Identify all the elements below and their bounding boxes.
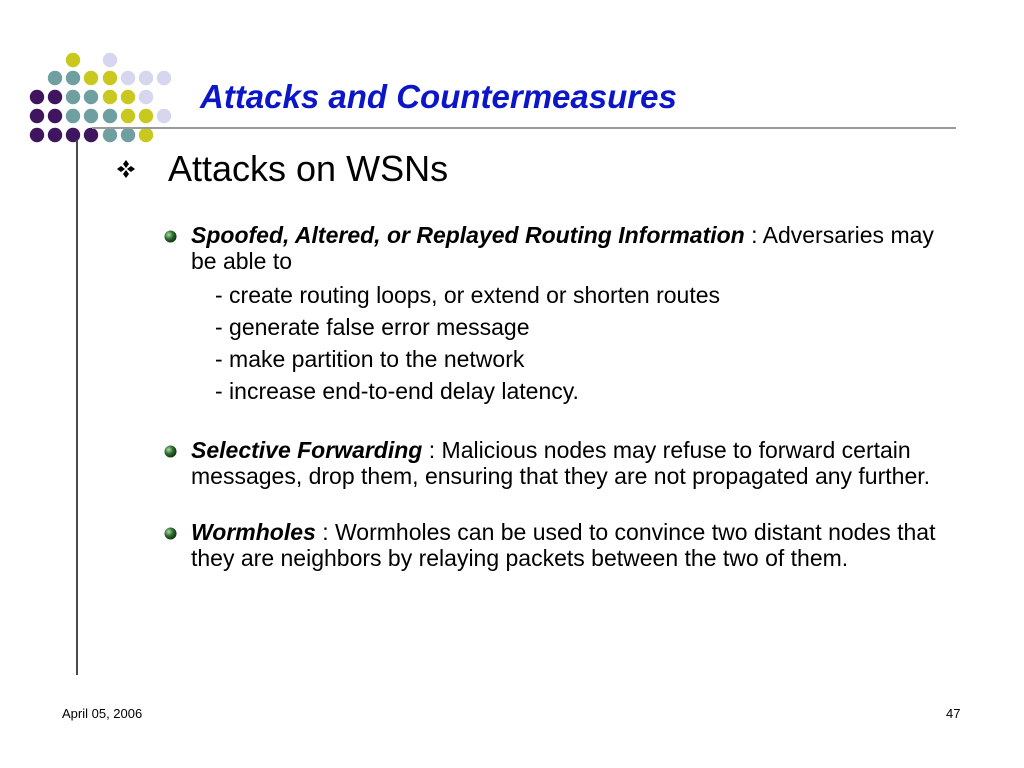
decorative-dot xyxy=(121,90,135,104)
decorative-dot xyxy=(157,109,171,123)
bullet-separator: : xyxy=(744,222,763,248)
decorative-dot xyxy=(139,109,153,123)
green-ball-icon xyxy=(164,445,177,458)
decorative-dot xyxy=(66,71,80,85)
decorative-dot xyxy=(139,128,153,142)
green-ball-icon xyxy=(164,230,177,243)
section-heading: Attacks on WSNs xyxy=(168,148,449,189)
decorative-dot xyxy=(103,128,117,142)
decorative-dot xyxy=(30,128,44,142)
decorative-dot xyxy=(84,90,98,104)
decorative-dot xyxy=(66,128,80,142)
bullet-term: Selective Forwarding xyxy=(191,437,423,463)
decorative-dot xyxy=(84,128,98,142)
decorative-dot xyxy=(48,128,62,142)
sub-list xyxy=(191,279,964,407)
bullet-separator: : xyxy=(315,519,335,545)
sub-item: - make partition to the network xyxy=(215,346,525,372)
decorative-dot xyxy=(157,71,171,85)
sub-item: - increase end-to-end delay latency. xyxy=(215,378,579,404)
decorative-dot xyxy=(30,90,44,104)
decorative-dot xyxy=(84,109,98,123)
decorative-dot xyxy=(139,71,153,85)
sub-item: - create routing loops, or extend or shorten routes xyxy=(215,282,721,308)
decorative-dot xyxy=(103,53,117,67)
bullet-term: Wormholes xyxy=(191,519,316,545)
decorative-dot xyxy=(66,90,80,104)
diamond-cluster-icon xyxy=(116,159,136,179)
page-number: 47 xyxy=(946,706,961,721)
decorative-dot xyxy=(139,90,153,104)
vertical-divider xyxy=(76,140,78,675)
decorative-dot xyxy=(48,109,62,123)
decorative-dot xyxy=(66,53,80,67)
decorative-dot xyxy=(48,71,62,85)
decorative-dot xyxy=(84,71,98,85)
bullet-text: Malicious nodes may refuse to forward certain messages, drop them, ensuring that they are not propagated any further. xyxy=(191,437,931,489)
green-ball-icon xyxy=(164,527,177,540)
decorative-dot xyxy=(121,128,135,142)
list-item xyxy=(164,437,964,489)
title-underline xyxy=(92,127,956,129)
list-item xyxy=(164,519,964,571)
decorative-dot xyxy=(30,109,44,123)
decorative-dot xyxy=(103,109,117,123)
bullet-list xyxy=(164,222,964,601)
sub-item: - generate false error message xyxy=(215,314,530,340)
bullet-term: Spoofed, Altered, or Replayed Routing Information xyxy=(191,222,745,248)
bullet-text: Adversaries may be able to xyxy=(191,222,934,274)
decorative-dot xyxy=(121,71,135,85)
decorative-dot xyxy=(121,109,135,123)
decorative-dot xyxy=(66,109,80,123)
list-item xyxy=(164,222,964,407)
footer-date: April 05, 2006 xyxy=(62,706,143,721)
decorative-dot xyxy=(103,71,117,85)
bullet-separator: : xyxy=(422,437,442,463)
heading-row xyxy=(116,148,448,190)
decorative-dot xyxy=(48,90,62,104)
bullet-text: Wormholes can be used to convince two distant nodes that they are neighbors by relaying packets between the two of them. xyxy=(191,519,936,571)
decorative-dot xyxy=(103,90,117,104)
slide-title: Attacks and Countermeasures xyxy=(200,78,677,115)
